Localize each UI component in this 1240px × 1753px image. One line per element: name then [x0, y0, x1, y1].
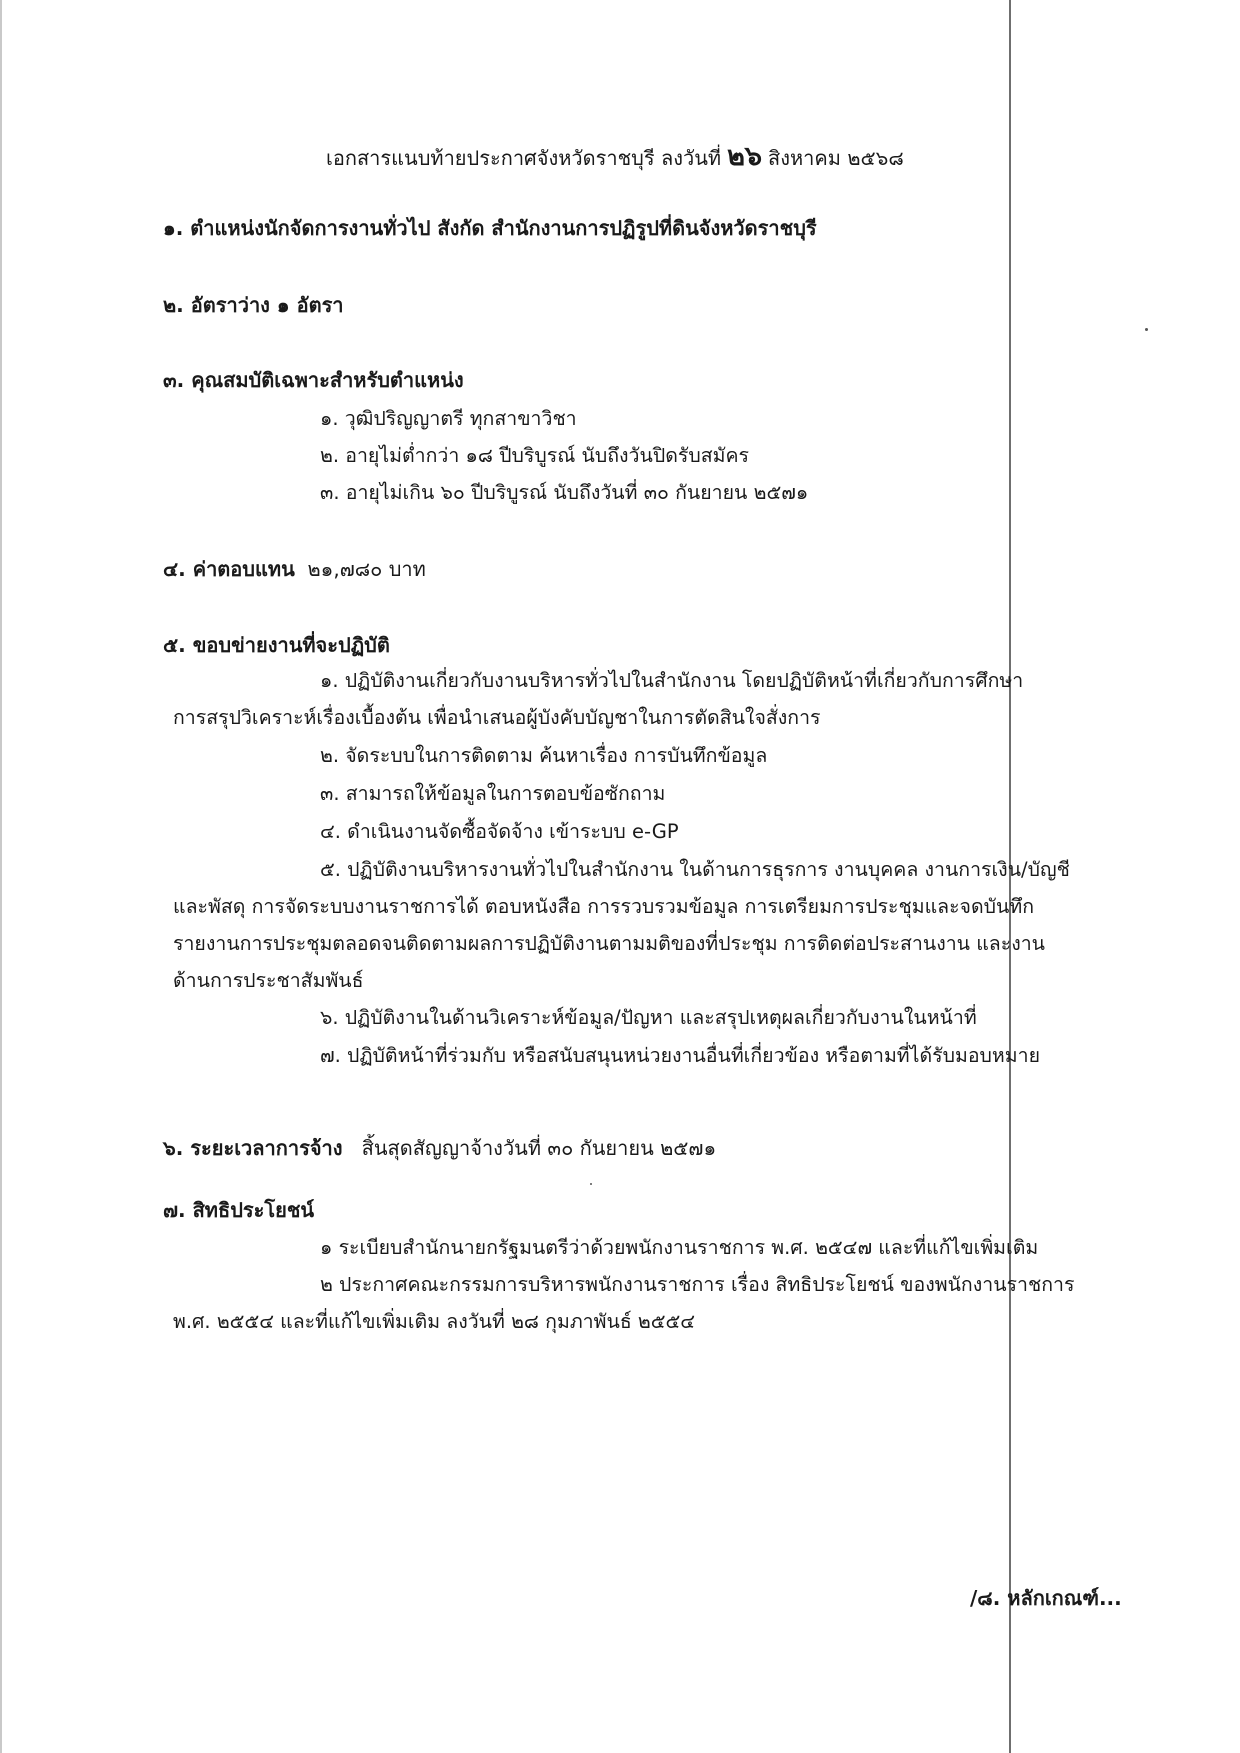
compensation-value: ๒๑,๗๘๐ บาท	[307, 557, 426, 581]
scope-line: รายงานการประชุมตลอดจนติดตามผลการปฏิบัติงานตามมติของที่ประชุม การติดต่อประสานงาน และงาน	[173, 932, 1045, 955]
qualification-item: ๓. อายุไม่เกิน ๖๐ ปีบริบูรณ์ นับถึงวันที่ ๓๐ กันยายน ๒๕๗๑	[320, 481, 809, 504]
scope-line: ๒. จัดระบบในการติดตาม ค้นหาเรื่อง การบันทึกข้อมูล	[320, 744, 768, 767]
employment-period-value: สิ้นสุดสัญญาจ้างวันที่ ๓๐ กันยายน ๒๕๗๑	[361, 1136, 717, 1160]
qualification-item: ๒. อายุไม่ต่ำกว่า ๑๘ ปีบริบูรณ์ นับถึงวันปิดรับสมัคร	[320, 444, 749, 467]
scan-speck	[590, 1183, 592, 1185]
title-prefix: เอกสารแนบท้ายประกาศจังหวัดราชบุรี ลงวันที่	[326, 146, 722, 170]
document-title	[326, 143, 904, 172]
continuation-note: /๘. หลักเกณฑ์...	[970, 1586, 1122, 1610]
scope-line: ด้านการประชาสัมพันธ์	[173, 969, 364, 992]
qualification-item: ๑. วุฒิปริญญาตรี ทุกสาขาวิชา	[320, 407, 577, 430]
section-4-heading: ๔. ค่าตอบแทน	[163, 557, 295, 581]
benefit-line: ๒ ประกาศคณะกรรมการบริหารพนักงานราชการ เรื่อง สิทธิประโยชน์ ของพนักงานราชการ	[320, 1273, 1075, 1296]
benefit-line: ๑ ระเบียบสำนักนายกรัฐมนตรีว่าด้วยพนักงานราชการ พ.ศ. ๒๕๔๗ และที่แก้ไขเพิ่มเติม	[320, 1236, 1039, 1259]
title-suffix: สิงหาคม ๒๕๖๘	[768, 146, 904, 170]
section-3-heading: ๓. คุณสมบัติเฉพาะสำหรับตำแหน่ง	[163, 368, 464, 392]
section-5-heading: ๕. ขอบข่ายงานที่จะปฏิบัติ	[163, 633, 390, 657]
scope-line: การสรุปวิเคราะห์เรื่องเบื้องต้น เพื่อนำเสนอผู้บังคับบัญชาในการตัดสินใจสั่งการ	[173, 706, 821, 729]
section-6	[163, 1134, 716, 1162]
scope-line: ๗. ปฏิบัติหน้าที่ร่วมกับ หรือสนับสนุนหน่วยงานอื่นที่เกี่ยวข้อง หรือตามที่ได้รับมอบหมาย	[320, 1044, 1041, 1067]
title-day: ๒๖	[727, 141, 763, 172]
scope-line: ๑. ปฏิบัติงานเกี่ยวกับงานบริหารทั่วไปในสำนักงาน โดยปฏิบัติหน้าที่เกี่ยวกับการศึกษา	[320, 669, 1024, 692]
scope-line: ๕. ปฏิบัติงานบริหารงานทั่วไปในสำนักงาน ในด้านการธุรการ งานบุคคล งานการเงิน/บัญชี	[320, 858, 1070, 881]
scope-line: ๔. ดำเนินงานจัดซื้อจัดจ้าง เข้าระบบ e-GP	[320, 820, 679, 843]
scope-line: ๖. ปฏิบัติงานในด้านวิเคราะห์ข้อมูล/ปัญหา และสรุปเหตุผลเกี่ยวกับงานในหน้าที่	[320, 1006, 977, 1029]
scan-edge-line	[0, 0, 2, 1753]
benefit-line: พ.ศ. ๒๕๕๔ และที่แก้ไขเพิ่มเติม ลงวันที่ ๒๘ กุมภาพันธ์ ๒๕๕๔	[173, 1310, 696, 1333]
section-7-heading: ๗. สิทธิประโยชน์	[163, 1198, 315, 1222]
scope-line: ๓. สามารถให้ข้อมูลในการตอบข้อซักถาม	[320, 782, 666, 805]
section-4	[163, 555, 426, 583]
section-1-heading: ๑. ตำแหน่งนักจัดการงานทั่วไป สังกัด สำนักงานการปฏิรูปที่ดินจังหวัดราชบุรี	[163, 216, 817, 240]
section-2-heading: ๒. อัตราว่าง ๑ อัตรา	[163, 293, 344, 317]
scan-speck	[1145, 328, 1148, 331]
scope-line: และพัสดุ การจัดระบบงานราชการได้ ตอบหนังสือ การรวบรวมข้อมูล การเตรียมการประชุมและจดบันทึก	[173, 895, 1035, 918]
section-6-heading: ๖. ระยะเวลาการจ้าง	[163, 1136, 343, 1160]
